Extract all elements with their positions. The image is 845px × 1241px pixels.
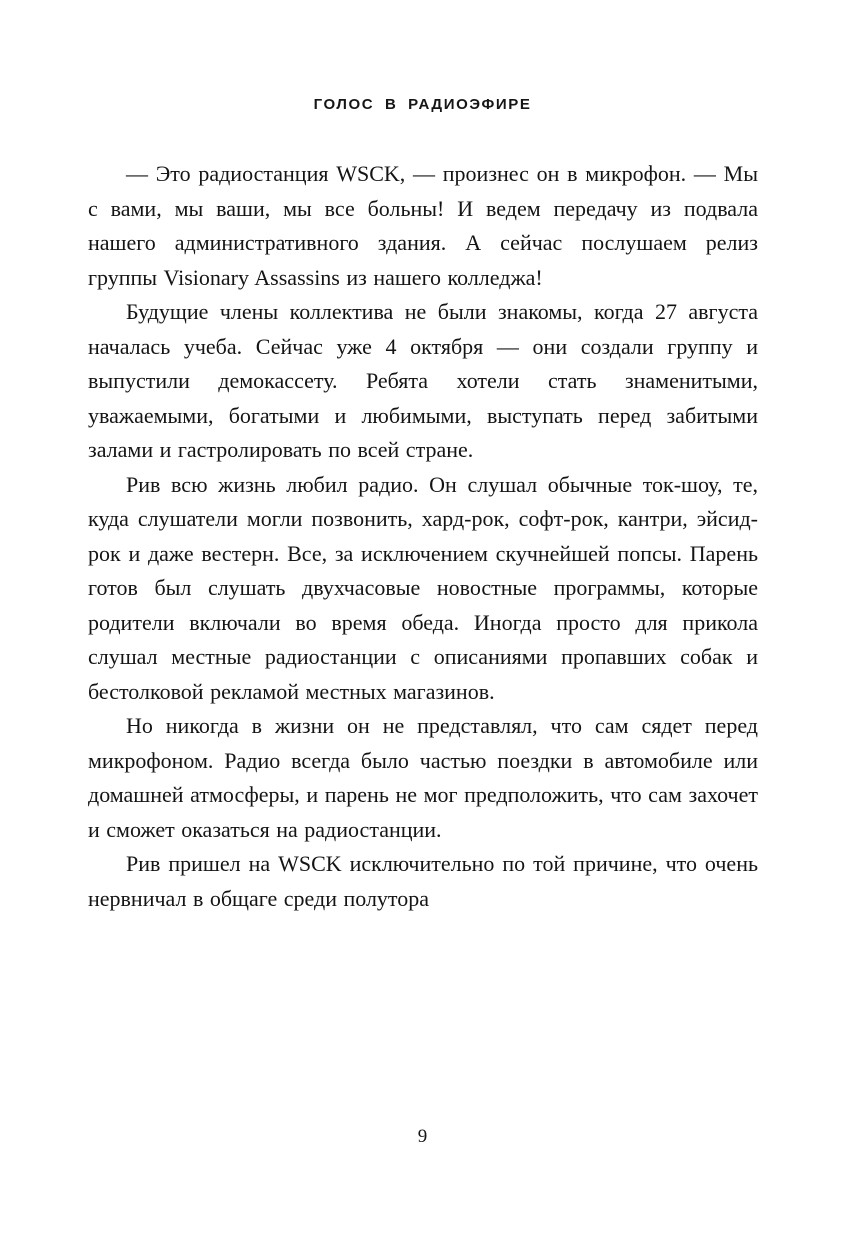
paragraph: Но никогда в жизни он не представлял, что сам сядет перед микрофоном. Радио всегда было частью поездки в автомобиле или домашней атмосферы, и парень не мог предположить, что сам захочет и сможет оказаться на радиостанции. — [88, 713, 758, 842]
paragraph: Рив пришел на WSCK исключительно по той причине, что очень нервничал в общаге среди полутора — [88, 851, 758, 911]
paragraph: — Это радиостанция WSCK, — произнес он в микрофон. — Мы с вами, мы ваши, мы все больны! И ведем передачу из подвала нашего административного здания. А сейчас послушаем релиз группы Visionary Assassins из нашего колледжа! — [88, 161, 758, 290]
body-text — [88, 157, 758, 916]
paragraph: Будущие члены коллектива не были знакомы, когда 27 августа началась учеба. Сейчас уже 4 октября — они создали группу и выпустили демокассету. Ребята хотели стать знаменитыми, уважаемыми, богатыми и любимыми, выступать перед забитыми залами и гастролировать по всей стране. — [88, 299, 758, 462]
paragraph: Рив всю жизнь любил радио. Он слушал обычные ток-шоу, те, куда слушатели могли позвонить, хард-рок, софт-рок, кантри, эйсид-рок и даже вестерн. Все, за исключением скучнейшей попсы. Парень готов был слушать двухчасовые новостные программы, которые родители включали во время обеда. Иногда просто для прикола слушал местные радиостанции с описаниями пропавших собак и бестолковой рекламой местных магазинов. — [88, 471, 758, 704]
page-number: 9 — [417, 1126, 428, 1147]
running-head: ГОЛОС В РАДИОЭФИРЕ — [313, 96, 532, 113]
